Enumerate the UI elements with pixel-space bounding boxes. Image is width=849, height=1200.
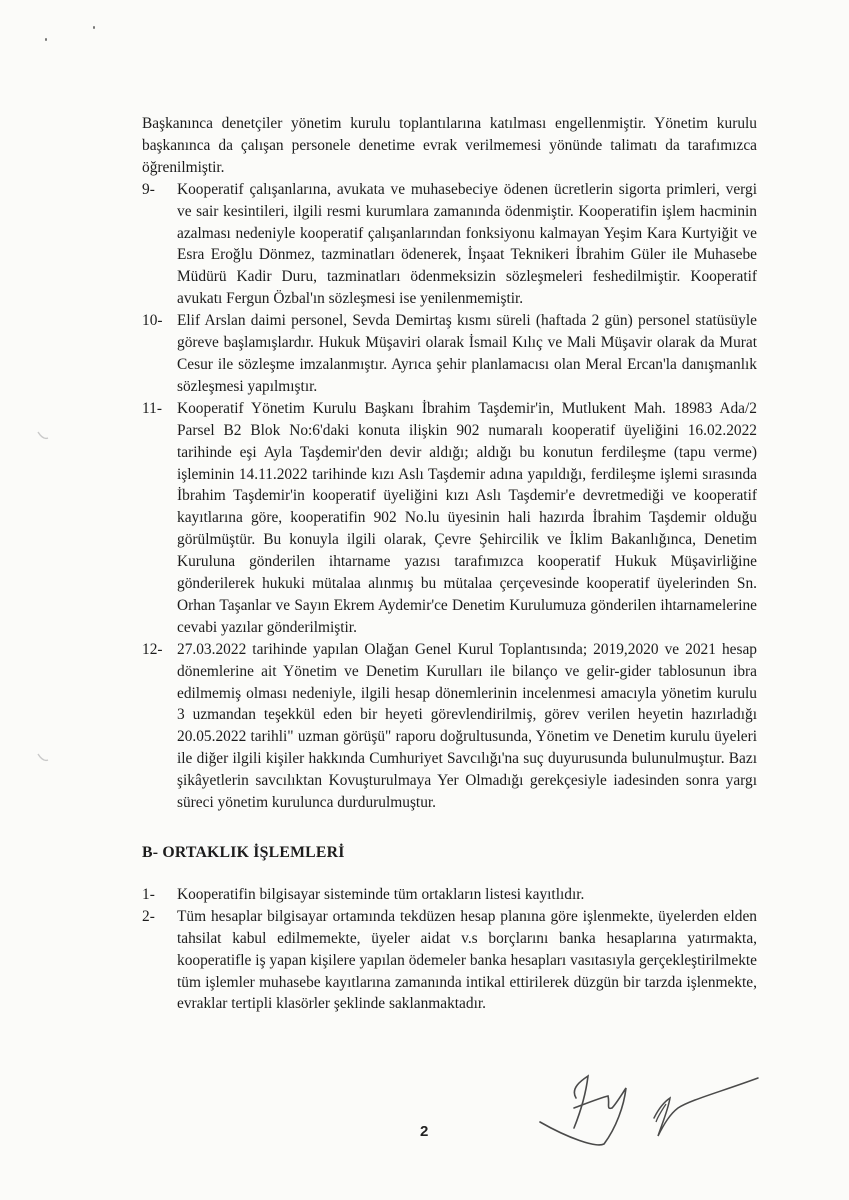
- item-number: 9-: [142, 180, 159, 198]
- numbered-list-a: [142, 179, 757, 814]
- scan-speck: [93, 26, 95, 29]
- item-number: 12-: [142, 640, 167, 658]
- item-text: Elif Arslan daimi personel, Sevda Demirtaş kısmı süreli (haftada 2 gün) personel statüsüyle göreve başlamışlardır. Hukuk Müşaviri olarak İsmail Kılıç ve Mali Müşavir olarak da Murat Cesur ile sözleşme imzalanmıştır. Ayrıca şehir planlamacısı olan Meral Ercan'la danışmanlık sözleşmesi yapılmıştır.: [177, 312, 757, 395]
- handwritten-signature: [530, 1058, 760, 1148]
- list-item: [142, 310, 757, 398]
- scan-speck: [45, 38, 47, 41]
- item-text: Kooperatif çalışanlarına, avukata ve muhasebeciye ödenen ücretlerin sigorta primleri, vergi ve sair kesintileri, ilgili resmi kurumlara zamanında ödenmiştir. Kooperatifin işlem hacminin azalması nedeniyle kooperatif çalışanlarından fonksiyonu kalmayan Yeşim Kara Kurtyiğit ve Esra Eroğlu Dönmez, tazminatları ödenerek, İnşaat Teknikeri İbrahim Güler ile Muhasebe Müdürü Kadir Duru, tazminatları ödenmeksizin sözleşmeleri feshedilmiştir. Kooperatif avukatı Fergun Özbal'ın sözleşmesi ise yenilenmemiştir.: [177, 180, 757, 308]
- list-item: [142, 179, 757, 310]
- document-body: [142, 113, 757, 1015]
- item-text: Tüm hesaplar bilgisayar ortamında tekdüzen hesap planına göre işlenmekte, üyelerden elden tahsilat kabul edilmemekte, üyeler aidat v.s borçlarını banka hesaplarına yatırmakta, kooperatifle iş yapan kişilere yapılan ödemeler banka hesapları vasıtasıyla gerçekleştirilmekte tüm işlemler muhasebe kayıtlarına zamanında intikal ettirilerek düzgün bir tarzda işlenmekte, evraklar tertipli klasörler şeklinde saklanmaktadır.: [177, 907, 757, 1013]
- list-item: [142, 639, 757, 814]
- page-number: 2: [420, 1123, 429, 1140]
- intro-paragraph: Başkanınca denetçiler yönetim kurulu toplantılarına katılması engellenmiştir. Yönetim kurulu başkanınca da çalışan personele denetime evrak verilmemesi yönünde talimatı da tarafımızca öğrenilmiştir.: [142, 115, 757, 176]
- item-number: 10-: [142, 312, 163, 330]
- item-number: 2-: [142, 907, 159, 925]
- section-b-heading: B- ORTAKLIK İŞLEMLERİ: [142, 844, 345, 861]
- punch-hole-mark: [36, 752, 50, 766]
- item-number: 11-: [142, 399, 162, 417]
- punch-hole-mark: [36, 430, 50, 444]
- numbered-list-b: [142, 884, 757, 1015]
- list-item: [142, 398, 757, 639]
- item-number: 1-: [142, 885, 159, 903]
- item-text: Kooperatif Yönetim Kurulu Başkanı İbrahim Taşdemir'in, Mutlukent Mah. 18983 Ada/2 Parsel B2 Blok No:6'daki konuta ilişkin 902 numaralı kooperatif üyeliğini 16.02.2022 tarihinde eşi Ayla Taşdemir'den devir aldığı; aldığı bu konutun ferdileşme (tapu verme) işleminin 14.11.2022 tarihinde kızı Aslı Taşdemir adına yapıldığı, ferdileşme işlemi sırasında İbrahim Taşdemir'in kooperatif üyeliğini kızı Aslı Taşdemir'e devretmediği ve kooperatif kayıtlarına göre, kooperatifin 902 No.lu üyesinin hali hazırda İbrahim Taşdemir olduğu görülmüştür. Bu konuyla ilgili olarak, Çevre Şehircilik ve İklim Bakanlığınca, Denetim Kuruluna gönderilen ihtarname yazısı tarafımızca kooperatif Hukuk Müşavirliğine gönderilerek hukuki mütalaa alınmış bu mütalaa çerçevesinde kooperatif üyelerinden Sn. Orhan Taşanlar ve Sayın Ekrem Aydemir'ce Denetim Kurulumuza gönderilen ihtarnamelerine cevabi yazılar gönderilmiştir.: [177, 399, 757, 636]
- list-item: [142, 906, 757, 1016]
- item-text: 27.03.2022 tarihinde yapılan Olağan Genel Kurul Toplantısında; 2019,2020 ve 2021 hesap dönemlerine ait Yönetim ve Denetim Kurulları ile bilanço ve gelir-gider tablosunun ibra edilmemiş olması nedeniyle, ilgili hesap dönemlerinin incelenmesi amacıyla yönetim kurulu 3 uzmandan teşekkül eden bir heyeti görevlendirilmiş, görev verilen heyetin hazırladığı 20.05.2022 tarihli" uzman görüşü" raporu doğrultusunda, Yönetim ve Denetim kurulu üyeleri ile diğer ilgili kişiler hakkında Cumhuriyet Savcılığı'na suç duyurusunda bulunulmuştur. Bazı şikâyetlerin savcılıktan Kovuşturulmaya Yer Olmadığı gerekçesiyle iadesinden sonra yargı süreci yönetim kurulunca durdurulmuştur.: [177, 640, 757, 812]
- list-item: [142, 884, 757, 906]
- item-text: Kooperatifin bilgisayar sisteminde tüm ortakların listesi kayıtlıdır.: [177, 885, 585, 903]
